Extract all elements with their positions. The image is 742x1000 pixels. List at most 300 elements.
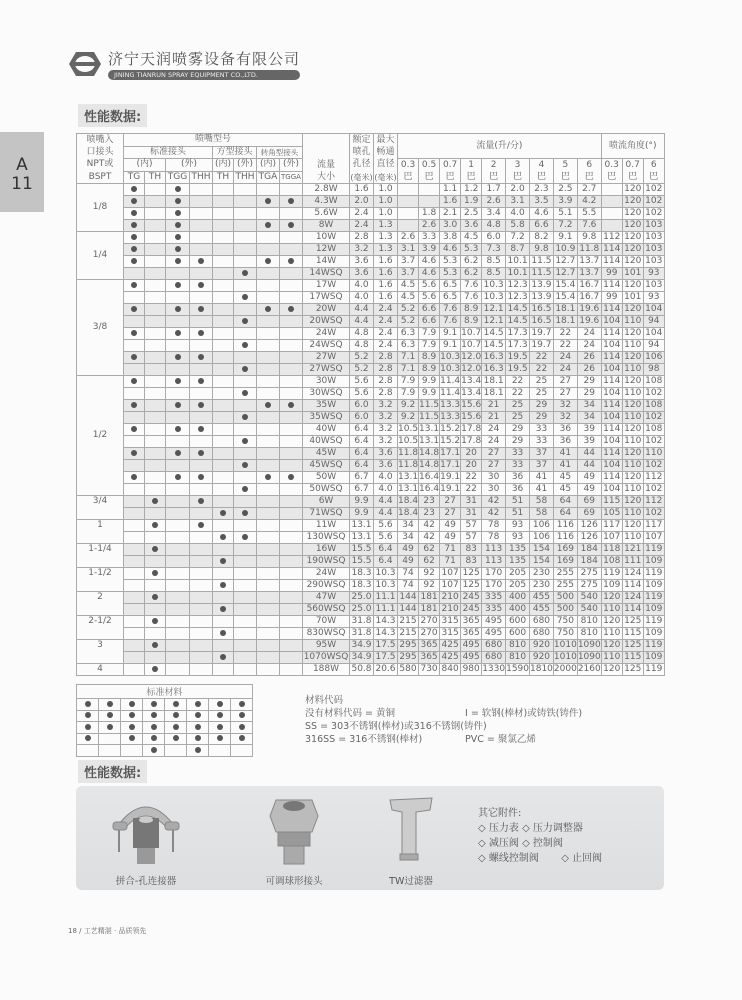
flow-value: 6.0 bbox=[482, 232, 506, 244]
orifice-diameter: 34.9 bbox=[351, 652, 372, 662]
material-dot-icon bbox=[195, 712, 201, 718]
connection-cell bbox=[257, 340, 280, 352]
flow-value: 15.6 bbox=[461, 412, 482, 422]
availability-dot-icon bbox=[131, 378, 137, 384]
flow-value: 29 bbox=[506, 436, 530, 448]
connection-cell bbox=[166, 628, 190, 640]
flow-value: 25 bbox=[506, 412, 530, 424]
material-code-brass: 没有材料代码 = 黄铜 bbox=[305, 708, 395, 719]
connection-cell bbox=[145, 508, 166, 520]
connection-cell bbox=[257, 568, 280, 580]
page-footer: 18 / 工艺精湛 · 品质领先 bbox=[68, 927, 147, 935]
table-row bbox=[77, 424, 665, 436]
flow-value: 7.9 bbox=[398, 388, 419, 400]
spray-angle: 107 bbox=[645, 532, 663, 542]
spray-angle: 119 bbox=[603, 568, 621, 578]
connection-cell bbox=[257, 640, 280, 652]
orifice-diameter: 6.4 bbox=[350, 436, 374, 448]
material-cell bbox=[77, 733, 99, 745]
connection-cell bbox=[166, 268, 190, 280]
capacity-size: 4.3W bbox=[303, 196, 350, 208]
material-cell bbox=[121, 699, 143, 711]
connection-cell bbox=[190, 340, 213, 352]
orifice-diameter: 6.0 bbox=[350, 400, 374, 412]
material-cell bbox=[165, 722, 187, 734]
availability-dot-icon bbox=[242, 486, 248, 492]
flow-value: 9.1 bbox=[553, 232, 577, 244]
flow-value: 11.5 bbox=[531, 256, 552, 266]
connection-cell bbox=[124, 328, 145, 340]
header-passage-2: 畅通 bbox=[374, 146, 398, 159]
availability-dot-icon bbox=[152, 666, 158, 672]
spray-angle: 104 bbox=[645, 328, 663, 338]
table-row bbox=[77, 628, 665, 640]
flow-value: 13.4 bbox=[461, 388, 482, 398]
header-inlet-3: NPT或 bbox=[77, 159, 124, 172]
connection-cell bbox=[124, 184, 145, 196]
flow-value: 18.1 bbox=[483, 388, 504, 398]
flow-value: 3.4 bbox=[482, 208, 506, 220]
spray-angle: 110 bbox=[603, 604, 621, 614]
material-cell bbox=[165, 699, 187, 711]
capacity-size: 14W bbox=[303, 256, 350, 268]
flow-value: 335 bbox=[482, 604, 506, 616]
flow-value: 29 bbox=[530, 412, 554, 424]
connection-cell bbox=[234, 220, 257, 232]
flow-value: 74 bbox=[398, 568, 419, 580]
connection-cell bbox=[190, 580, 213, 592]
max-passage: 3.2 bbox=[374, 436, 398, 448]
flow-value: 17.8 bbox=[461, 436, 482, 446]
pressure-label: 6 bbox=[577, 159, 601, 172]
connection-cell bbox=[234, 292, 257, 304]
connection-cell bbox=[124, 424, 145, 436]
connection-cell bbox=[213, 292, 234, 304]
spray-angle: 120 bbox=[603, 616, 621, 626]
spray-angle: 109 bbox=[645, 628, 663, 638]
max-passage: 4.4 bbox=[374, 508, 398, 520]
table-row bbox=[77, 184, 665, 196]
connection-cell bbox=[145, 652, 166, 664]
availability-dot-icon bbox=[242, 462, 248, 468]
connection-cell bbox=[234, 496, 257, 508]
flow-value: 3.9 bbox=[419, 244, 440, 256]
material-cell bbox=[77, 745, 99, 757]
orifice-diameter: 15.5 bbox=[351, 544, 372, 554]
availability-dot-icon bbox=[175, 222, 181, 228]
connection-cell bbox=[145, 376, 166, 388]
flow-value: 13.3 bbox=[440, 400, 461, 410]
flow-value: 7.6 bbox=[440, 304, 461, 316]
spray-angle: 102 bbox=[645, 184, 663, 194]
connection-cell bbox=[257, 304, 280, 316]
flow-value: 210 bbox=[441, 604, 459, 614]
connection-cell bbox=[190, 268, 213, 280]
connection-cell bbox=[145, 316, 166, 328]
connection-cell bbox=[257, 436, 280, 448]
connection-cell bbox=[124, 568, 145, 580]
connection-cell bbox=[280, 664, 303, 676]
flow-value: 365 bbox=[462, 616, 480, 626]
code-tg: TG bbox=[124, 171, 145, 184]
code-tga: TGA bbox=[257, 171, 280, 184]
spray-angle: 120 bbox=[624, 448, 642, 458]
accessory-relief-valve: ◇ 减压阀 bbox=[478, 838, 519, 849]
connection-cell bbox=[166, 220, 190, 232]
header-orifice-3: 孔径 bbox=[350, 159, 374, 172]
flow-value: 5.3 bbox=[440, 268, 461, 280]
max-passage: 1.6 bbox=[374, 268, 398, 280]
orifice-diameter: 34.9 bbox=[351, 640, 372, 650]
availability-dot-icon bbox=[131, 354, 137, 360]
connection-cell bbox=[213, 232, 234, 244]
material-cell bbox=[209, 745, 231, 757]
spray-angle: 109 bbox=[645, 556, 663, 566]
connection-cell bbox=[257, 400, 280, 412]
connection-cell bbox=[213, 472, 234, 484]
flow-value: 34 bbox=[398, 532, 419, 544]
material-code-ss: SS = 303不锈钢(棒材)或316不锈钢(铸件) bbox=[305, 721, 487, 732]
connection-cell bbox=[124, 208, 145, 220]
connection-cell bbox=[234, 544, 257, 556]
flow-value: 41 bbox=[553, 460, 577, 472]
connection-cell bbox=[166, 412, 190, 424]
max-passage: 4.0 bbox=[374, 472, 398, 484]
connection-cell bbox=[166, 244, 190, 256]
flow-value: 810 bbox=[577, 616, 601, 628]
connection-cell bbox=[257, 328, 280, 340]
material-dot-icon bbox=[239, 712, 245, 718]
spray-angle: 120 bbox=[624, 472, 642, 482]
flow-value: 10.7 bbox=[461, 328, 482, 338]
table-row bbox=[77, 652, 665, 664]
flow-value: 32 bbox=[553, 400, 577, 412]
flow-value: 37 bbox=[530, 448, 554, 460]
connection-cell bbox=[166, 184, 190, 196]
connection-cell bbox=[257, 292, 280, 304]
connection-cell bbox=[190, 256, 213, 268]
availability-dot-icon bbox=[131, 246, 137, 252]
flow-value: 315 bbox=[441, 628, 459, 638]
spray-angle: 114 bbox=[603, 280, 621, 290]
flow-value bbox=[398, 184, 419, 196]
flow-value: 78 bbox=[482, 520, 506, 532]
availability-dot-icon bbox=[198, 354, 204, 360]
connection-cell bbox=[280, 292, 303, 304]
connection-cell bbox=[234, 592, 257, 604]
inlet-size: 1/2 bbox=[77, 376, 124, 496]
availability-dot-icon bbox=[265, 306, 271, 312]
flow-value: 1090 bbox=[577, 652, 601, 662]
flow-value: 16.4 bbox=[419, 472, 440, 482]
flow-value: 39 bbox=[577, 436, 601, 448]
flow-value: 9.8 bbox=[577, 232, 601, 244]
flow-value: 42 bbox=[482, 496, 506, 508]
flow-value: 11.5 bbox=[419, 412, 440, 422]
connection-cell bbox=[190, 388, 213, 400]
capacity-size: 50W bbox=[303, 472, 350, 484]
flow-value: 6.5 bbox=[440, 292, 461, 304]
pressure-label: 2 bbox=[482, 159, 506, 172]
connection-cell bbox=[124, 532, 145, 544]
spray-angle: 99 bbox=[601, 292, 622, 304]
max-passage: 2.8 bbox=[374, 376, 398, 388]
material-dot-icon bbox=[195, 701, 201, 707]
connection-cell bbox=[190, 220, 213, 232]
connection-cell bbox=[213, 544, 234, 556]
flow-value: 181 bbox=[420, 604, 438, 614]
connection-cell bbox=[190, 184, 213, 196]
flow-value: 9.1 bbox=[440, 328, 461, 340]
materials-row bbox=[77, 722, 253, 734]
spray-angle: 102 bbox=[645, 460, 663, 470]
connection-cell bbox=[213, 400, 234, 412]
connection-cell bbox=[190, 196, 213, 208]
capacity-size: 1070WSQ bbox=[303, 652, 349, 662]
header-capacity: 流量 bbox=[303, 134, 350, 172]
flow-value: 13.1 bbox=[419, 436, 440, 446]
connection-cell bbox=[190, 520, 213, 532]
availability-dot-icon bbox=[175, 330, 181, 336]
flow-value: 3.1 bbox=[398, 244, 419, 256]
connection-cell bbox=[213, 304, 234, 316]
connection-cell bbox=[213, 196, 234, 208]
connection-cell bbox=[234, 640, 257, 652]
availability-dot-icon bbox=[131, 282, 137, 288]
capacity-size: 290WSQ bbox=[303, 580, 350, 592]
flow-value: 9.9 bbox=[419, 388, 440, 400]
connection-cell bbox=[280, 376, 303, 388]
material-cell bbox=[187, 710, 209, 722]
table-row bbox=[77, 604, 665, 616]
orifice-diameter: 3.6 bbox=[350, 268, 374, 280]
connection-cell bbox=[124, 508, 145, 520]
connection-cell bbox=[213, 616, 234, 628]
material-cell bbox=[121, 733, 143, 745]
connection-cell bbox=[124, 460, 145, 472]
material-dot-icon bbox=[217, 735, 223, 741]
orifice-diameter: 13.1 bbox=[351, 520, 372, 530]
connection-cell bbox=[213, 460, 234, 472]
header-ang-outer: (外) bbox=[280, 159, 303, 172]
spray-angle: 125 bbox=[624, 640, 642, 650]
connection-cell bbox=[280, 364, 303, 376]
connection-cell bbox=[190, 412, 213, 424]
availability-dot-icon bbox=[131, 186, 137, 192]
flow-value: 7.9 bbox=[398, 376, 419, 388]
material-dot-icon bbox=[85, 735, 91, 741]
connection-cell bbox=[190, 292, 213, 304]
max-passage: 4.0 bbox=[374, 484, 398, 496]
flow-value: 12.0 bbox=[461, 352, 482, 362]
connection-cell bbox=[234, 532, 257, 544]
spray-angle: 94 bbox=[643, 340, 664, 352]
inlet-size: 3/4 bbox=[77, 496, 124, 520]
spray-angle: 112 bbox=[603, 232, 621, 242]
flow-value: 83 bbox=[461, 544, 482, 556]
flow-value: 500 bbox=[553, 592, 577, 604]
flow-value: 15.4 bbox=[555, 292, 576, 302]
header-orifice-4: (毫米) bbox=[350, 172, 373, 182]
connection-cell bbox=[166, 568, 190, 580]
material-cell bbox=[165, 710, 187, 722]
material-cell bbox=[99, 722, 121, 734]
spray-angle: 111 bbox=[624, 556, 642, 566]
connection-cell bbox=[213, 208, 234, 220]
connection-cell bbox=[213, 352, 234, 364]
availability-dot-icon bbox=[198, 402, 204, 408]
max-passage: 1.6 bbox=[374, 256, 398, 268]
connection-cell bbox=[234, 604, 257, 616]
flow-value: 135 bbox=[506, 556, 530, 568]
material-cell bbox=[99, 733, 121, 745]
availability-dot-icon bbox=[131, 258, 137, 264]
flow-value: 14.8 bbox=[419, 460, 440, 470]
connection-cell bbox=[234, 628, 257, 640]
inlet-size: 1/4 bbox=[77, 232, 124, 280]
header-angle-type: 转角型接头 bbox=[257, 146, 303, 159]
connection-cell bbox=[280, 472, 303, 484]
connection-cell bbox=[190, 364, 213, 376]
availability-dot-icon bbox=[198, 474, 204, 480]
connection-cell bbox=[190, 616, 213, 628]
pressure-label: 0.5 bbox=[419, 159, 440, 172]
header-flow: 流量(升/分) bbox=[398, 134, 602, 159]
connection-cell bbox=[280, 532, 303, 544]
inlet-size: 3/8 bbox=[77, 280, 124, 376]
flow-value: 20 bbox=[461, 448, 482, 460]
material-cell bbox=[231, 733, 253, 745]
spray-angle: 110 bbox=[645, 448, 663, 458]
connection-cell bbox=[213, 244, 234, 256]
capacity-size: 35WSQ bbox=[303, 412, 350, 424]
spray-angle: 102 bbox=[645, 484, 663, 494]
connection-cell bbox=[234, 424, 257, 436]
spray-angle: 98 bbox=[643, 364, 664, 376]
connection-cell bbox=[166, 316, 190, 328]
connection-cell bbox=[145, 412, 166, 424]
flow-value: 15.4 bbox=[555, 280, 576, 290]
flow-value: 170 bbox=[482, 568, 506, 580]
connection-cell bbox=[280, 340, 303, 352]
flow-value: 11.8 bbox=[579, 244, 600, 254]
flow-value: 21 bbox=[482, 412, 506, 424]
availability-dot-icon bbox=[220, 510, 226, 516]
orifice-diameter: 6.4 bbox=[350, 448, 374, 460]
flow-value: 24 bbox=[553, 352, 577, 364]
connection-cell bbox=[145, 532, 166, 544]
spray-angle: 102 bbox=[645, 436, 663, 446]
connection-cell bbox=[190, 604, 213, 616]
flow-value: 12.3 bbox=[507, 280, 528, 290]
connection-cell bbox=[213, 364, 234, 376]
max-passage: 5.6 bbox=[374, 520, 398, 532]
flow-value: 49 bbox=[440, 532, 461, 544]
material-dot-icon bbox=[173, 701, 179, 707]
standard-materials bbox=[76, 684, 253, 757]
connection-cell bbox=[124, 220, 145, 232]
materials-title: 标准材料 bbox=[77, 685, 253, 699]
max-passage: 4.4 bbox=[374, 496, 398, 508]
material-cell bbox=[121, 722, 143, 734]
material-dot-icon bbox=[239, 724, 245, 730]
table-row bbox=[77, 244, 665, 256]
flow-value: 30 bbox=[482, 484, 506, 496]
company-logo bbox=[68, 48, 300, 80]
strainer-image bbox=[386, 794, 436, 866]
flow-value: 44 bbox=[577, 460, 601, 472]
material-dot-icon bbox=[129, 701, 135, 707]
table-row bbox=[77, 520, 665, 532]
spray-angle: 110 bbox=[624, 364, 642, 374]
spray-angle: 120 bbox=[624, 220, 642, 230]
connection-cell bbox=[124, 292, 145, 304]
capacity-size: 17W bbox=[303, 280, 350, 292]
flow-value: 2.6 bbox=[482, 196, 506, 208]
material-dot-icon bbox=[151, 747, 157, 753]
flow-value: 4.6 bbox=[440, 244, 461, 256]
connection-cell bbox=[213, 256, 234, 268]
connection-cell bbox=[234, 652, 257, 664]
orifice-diameter: 31.8 bbox=[351, 616, 372, 626]
flow-value: 3.0 bbox=[440, 220, 461, 232]
spray-angle: 120 bbox=[624, 376, 642, 386]
flow-value: 25 bbox=[506, 400, 530, 412]
flow-value: 116 bbox=[553, 532, 577, 544]
flow-value: 42 bbox=[419, 532, 440, 544]
material-cell bbox=[209, 710, 231, 722]
connection-cell bbox=[280, 424, 303, 436]
orifice-diameter: 4.0 bbox=[350, 292, 374, 304]
connection-cell bbox=[145, 616, 166, 628]
connection-cell bbox=[234, 340, 257, 352]
table-row bbox=[77, 268, 665, 280]
table-row bbox=[77, 256, 665, 268]
material-cell bbox=[143, 710, 165, 722]
max-passage: 11.1 bbox=[375, 592, 396, 602]
orifice-diameter: 13.1 bbox=[351, 532, 372, 542]
flow-value: 6.6 bbox=[419, 316, 440, 328]
flow-value: 3.6 bbox=[461, 220, 482, 232]
connection-cell bbox=[145, 664, 166, 676]
availability-dot-icon bbox=[242, 342, 248, 348]
connection-cell bbox=[234, 316, 257, 328]
header-sq-outer: (外) bbox=[234, 159, 257, 172]
availability-dot-icon bbox=[175, 258, 181, 264]
flow-value: 1.7 bbox=[482, 184, 506, 196]
flow-value: 154 bbox=[530, 544, 554, 556]
max-passage: 1.6 bbox=[374, 292, 398, 304]
availability-dot-icon bbox=[152, 522, 158, 528]
flow-value: 1330 bbox=[482, 664, 506, 674]
connection-cell bbox=[166, 592, 190, 604]
connection-cell bbox=[280, 496, 303, 508]
connection-cell bbox=[145, 592, 166, 604]
header-nozzle-type: 喷嘴型号 bbox=[124, 134, 303, 147]
bar-unit: 巴 bbox=[419, 171, 440, 184]
material-dot-icon bbox=[151, 724, 157, 730]
flow-value: 27 bbox=[440, 508, 461, 520]
connection-cell bbox=[145, 280, 166, 292]
orifice-diameter: 4.4 bbox=[350, 304, 374, 316]
flow-value: 18.4 bbox=[398, 496, 419, 506]
material-cell bbox=[77, 710, 99, 722]
availability-dot-icon bbox=[265, 258, 271, 264]
spray-angle: 109 bbox=[645, 604, 663, 614]
header-inlet-2: 口接头 bbox=[77, 146, 124, 159]
connection-cell bbox=[234, 388, 257, 400]
spray-angle: 110 bbox=[624, 508, 642, 518]
